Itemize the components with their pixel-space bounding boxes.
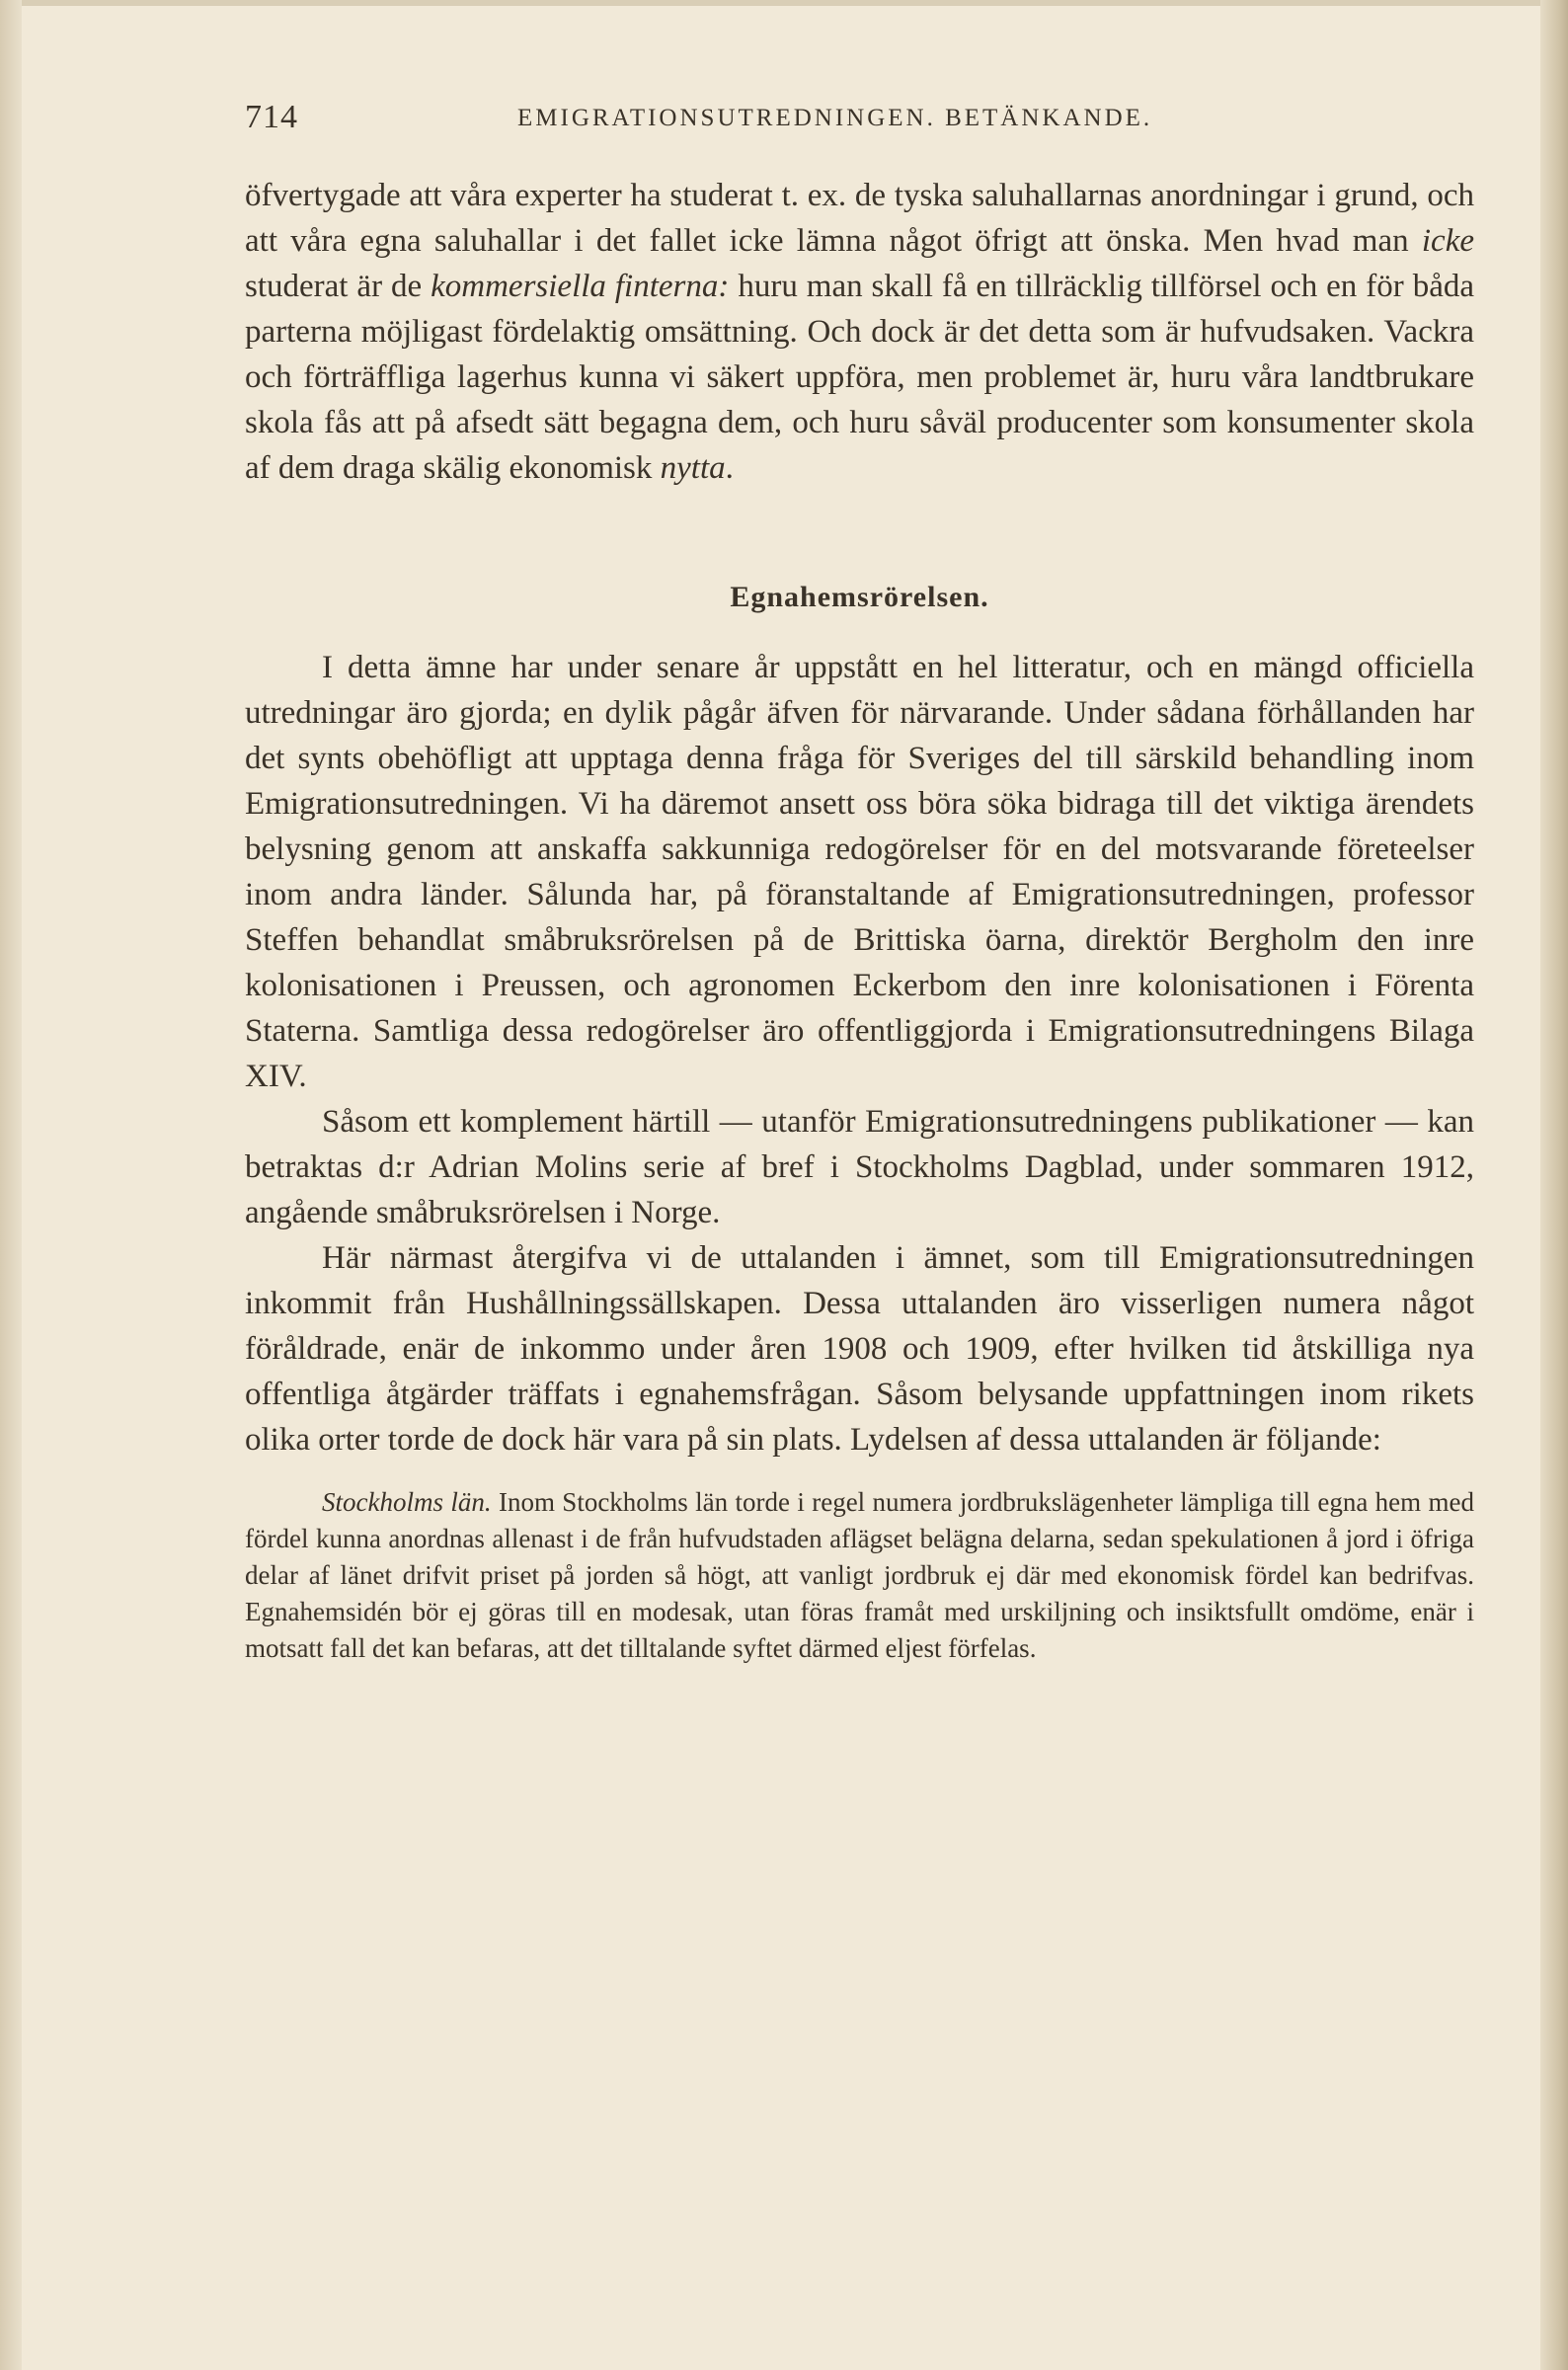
emphasis: nytta [660, 450, 726, 486]
paragraph-4: Här närmast återgifva vi de uttalanden i ämnet, som till Emigrationsutredningen inkommit från Hushållningssällskapen. Dessa uttalanden äro visserligen numera något föråldrade, enär de inkommo under åren 1908 och 1909, efter hvilken tid åtskilliga nya offentliga åtgärder träffats i egnahemsfrågan. Såsom belysande uppfattningen inom rikets olika orter torde de dock här vara på sin plats. Lydelsen af dessa uttalanden är följande: [245, 1240, 1474, 1458]
binding-gutter [0, 0, 22, 2370]
page-number: 714 [245, 99, 298, 135]
paragraph-3: Såsom ett komplement härtill — utanför Emigrationsutredningens publikationer — kan betraktas d:r Adrian Molins serie af bref i Stockholms Dagblad, under sommaren 1912, angående småbruksrörelsen i Norge. [245, 1104, 1474, 1230]
running-header [245, 99, 1474, 142]
section-heading: Egnahemsrörelsen. [730, 581, 989, 613]
county-name: Stockholms län. [322, 1487, 492, 1517]
page-body [245, 173, 1474, 1667]
paragraph-2: I detta ämne har under senare år uppstått en hel litteratur, och en mängd officiella utredningar äro gjorda; en dylik pågår äfven för närvarande. Under sådana förhållanden har det synts obehöfligt att upptaga denna fråga för Sveriges del till särskild behandling inom Emigrationsutredningen. Vi ha däremot ansett oss böra söka bidraga till det viktiga ärendets belysning genom att anskaffa sakkunniga redogörelser för en del motsvarande företeelser inom andra länder. Sålunda har, på föranstaltande af Emigrationsutredningen, professor Steffen behandlat småbruksrörelsen på de Brittiska öarna, direktör Bergholm den inre kolonisationen i Preussen, och agronomen Eckerbom den inre kolonisationen i Förenta Staterna. Samtliga dessa redogörelser äro offentliggjorda i Emigrationsutredningens Bilaga XIV. [245, 650, 1474, 1094]
emphasis: icke [1421, 223, 1474, 259]
page-edge [1540, 0, 1568, 2370]
paragraph-1: öfvertygade att våra experter ha studerat t. ex. de tyska saluhallarnas anordningar i grund, och att våra egna saluhallar i det fallet icke lämna något öfrigt att önska. Men hvad man icke studerat är de kommersiella finterna: huru man skall få en tillräcklig tillförsel och en för båda parterna möjligast fördelaktig omsättning. Och dock är det detta som är hufvudsaken. Vackra och förträffliga lagerhus kunna vi säkert uppföra, men problemet är, huru våra landtbrukare skola fås att på afsedt sätt begagna dem, och huru såväl producenter som konsumenter skola af dem draga skälig ekonomisk nytta. [245, 178, 1475, 486]
emphasis: kommersiella finterna: [431, 269, 730, 304]
quote-stockholm: Stockholms län. Inom Stockholms län torde i regel numera jordbrukslägenheter lämpliga till egna hem med fördel kunna anordnas allenast i de från hufvudstaden aflägset belägna delarna, sedan spekulationen å jord i öfriga delar af länet drifvit priset på jorden så högt, att vanligt jordbruk ej där med ekonomisk fördel kan bedrifvas. Egnahemsidén bör ej göras till en modesak, utan föras framåt med urskiljning och insiktsfullt omdöme, enär i motsatt fall det kan befaras, att det tilltalande syftet därmed eljest förfelas. [245, 1487, 1474, 1663]
quoted-statements [245, 1484, 1474, 1667]
top-edge [0, 0, 1568, 6]
running-title: EMIGRATIONSUTREDNINGEN. BETÄNKANDE. [517, 105, 1153, 131]
